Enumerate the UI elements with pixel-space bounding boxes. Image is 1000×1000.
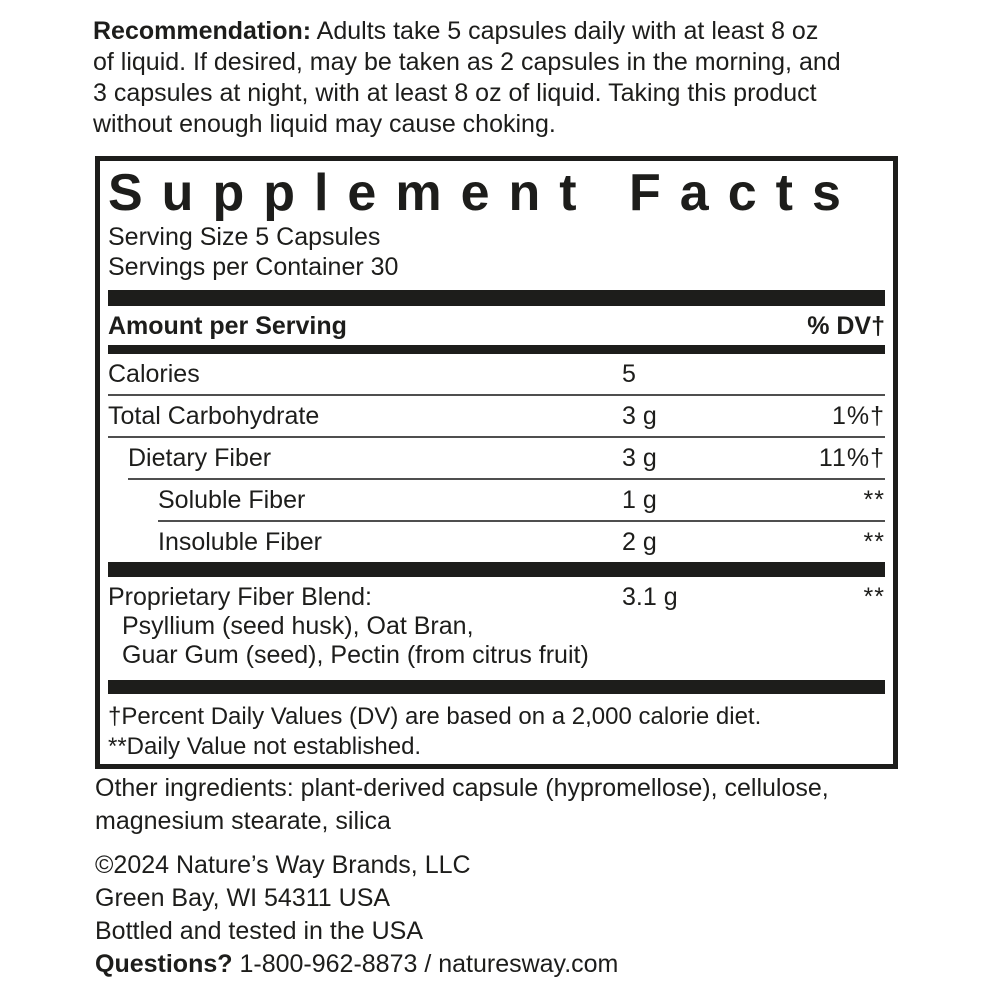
amount-per-serving-header: Amount per Serving xyxy=(108,312,347,340)
blend-ingredients-line: Psyllium (seed husk), Oat Bran, xyxy=(122,612,474,640)
column-header-row xyxy=(108,306,885,345)
footer xyxy=(95,849,895,981)
nutrient-row-dietary-fiber xyxy=(108,438,885,478)
nutrient-dv: ** xyxy=(863,528,885,556)
recommendation-line1-text: Adults take 5 capsules daily with at least 8 oz xyxy=(311,17,819,45)
separator-bar-medium xyxy=(108,345,885,354)
recommendation-label: Recommendation: xyxy=(93,17,312,45)
blend-dv: ** xyxy=(863,583,885,611)
separator-bar-thick xyxy=(108,290,885,306)
servings-per-container: Servings per Container 30 xyxy=(108,253,399,281)
nutrient-row-soluble-fiber xyxy=(108,480,885,520)
other-ingredients-line: magnesium stearate, silica xyxy=(95,807,391,835)
nutrient-dv: 11%† xyxy=(818,444,885,472)
serving-size: Serving Size 5 Capsules xyxy=(108,223,381,251)
nutrient-name: Insoluble Fiber xyxy=(158,528,322,556)
footer-questions xyxy=(95,948,895,981)
nutrient-name: Calories xyxy=(108,360,200,388)
separator-bar-thick xyxy=(108,562,885,577)
recommendation-line: 3 capsules at night, with at least 8 oz of liquid. Taking this product xyxy=(93,79,817,107)
nutrient-name: Total Carbohydrate xyxy=(108,402,320,430)
recommendation-line: without enough liquid may cause choking. xyxy=(93,110,556,138)
nutrient-name: Soluble Fiber xyxy=(158,486,306,514)
supplement-facts-title: Supplement Facts xyxy=(108,164,860,222)
separator-bar-thick xyxy=(108,680,885,694)
footer-address: Green Bay, WI 54311 USA xyxy=(95,884,391,912)
nutrient-name: Dietary Fiber xyxy=(128,444,272,472)
blend-name: Proprietary Fiber Blend: xyxy=(108,583,373,611)
nutrient-dv: 1%† xyxy=(831,402,885,430)
nutrient-dv: ** xyxy=(863,486,885,514)
supplement-facts-panel xyxy=(95,156,898,769)
footer-questions-label: Questions? xyxy=(95,950,233,978)
other-ingredients xyxy=(95,772,895,838)
recommendation-paragraph xyxy=(93,16,893,140)
footer-questions-contact: 1-800-962-8873 / naturesway.com xyxy=(232,950,619,978)
nutrient-amount: 3 g xyxy=(622,444,657,472)
nutrient-row-insoluble-fiber xyxy=(108,522,885,562)
nutrient-amount: 5 xyxy=(622,360,636,388)
footer-copyright: ©2024 Nature’s Way Brands, LLC xyxy=(95,851,471,879)
recommendation-line xyxy=(93,16,893,47)
nutrient-amount: 2 g xyxy=(622,528,657,556)
other-ingredients-line: Other ingredients: plant-derived capsule (hypromellose), cellulose, xyxy=(95,774,829,802)
footnotes xyxy=(108,694,885,762)
footer-bottled: Bottled and tested in the USA xyxy=(95,917,423,945)
nutrient-amount: 3 g xyxy=(622,402,657,430)
blend-row xyxy=(108,577,885,612)
blend-ingredients-line: Guar Gum (seed), Pectin (from citrus fruit) xyxy=(122,641,589,669)
blend-amount: 3.1 g xyxy=(622,583,678,611)
recommendation-line: of liquid. If desired, may be taken as 2 capsules in the morning, and xyxy=(93,48,841,76)
footnote-dv: †Percent Daily Values (DV) are based on a 2,000 calorie diet. xyxy=(108,703,762,730)
percent-dv-header: % DV† xyxy=(807,312,885,340)
nutrient-row-total-carbohydrate xyxy=(108,396,885,436)
nutrient-row-calories xyxy=(108,354,885,394)
footnote-not-established: **Daily Value not established. xyxy=(108,733,422,760)
nutrient-amount: 1 g xyxy=(622,486,657,514)
